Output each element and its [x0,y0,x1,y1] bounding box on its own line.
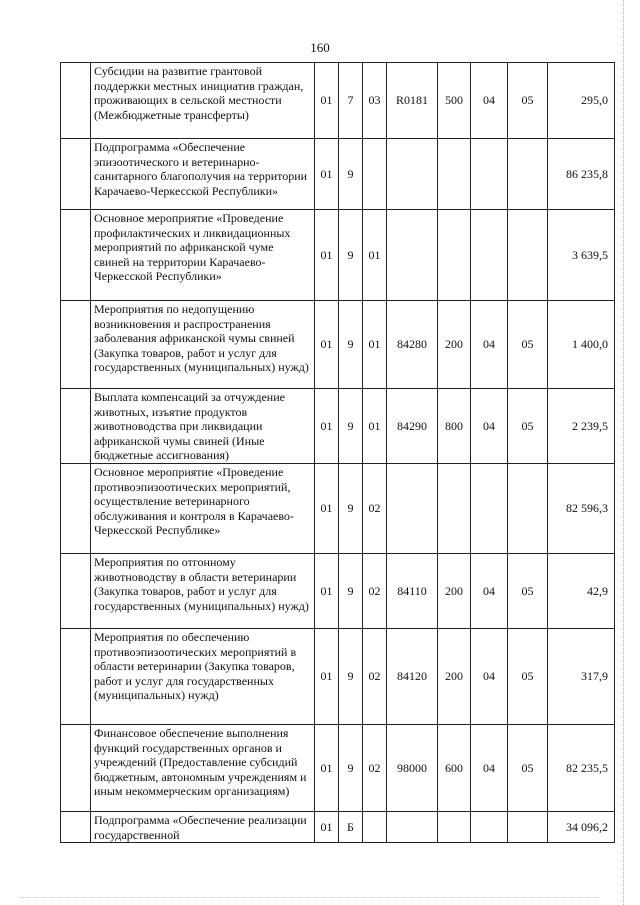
row-name: Основное мероприятие «Проведение противоэпизоотических мероприятий, осуществление ветеринарного обслуживания и контроля в Карачаево-Черкесской Республике» [91,464,315,554]
row-blank-cell [61,554,91,629]
row-program: 01 [315,389,339,464]
table-body [61,63,615,843]
row-event: 01 [363,210,387,301]
row-expense-type [438,812,471,843]
row-section: 04 [471,301,508,389]
row-direction: 84290 [387,389,438,464]
row-subsection: 05 [508,301,548,389]
row-event: 02 [363,629,387,725]
table-row [61,63,615,139]
row-event [363,812,387,843]
row-direction: 84280 [387,301,438,389]
row-subprogram: 9 [339,464,363,554]
row-section [471,210,508,301]
row-amount: 82 596,3 [548,464,615,554]
table-row [61,464,615,554]
row-name: Мероприятия по обеспечению противоэпизоотических мероприятий в области ветеринарии (Закупка товаров, работ и услуг для государственных (муниципальных) нужд) [91,629,315,725]
row-blank-cell [61,812,91,843]
row-direction [387,139,438,210]
table-row [61,210,615,301]
table-row [61,629,615,725]
row-amount: 86 235,8 [548,139,615,210]
row-subprogram: 9 [339,629,363,725]
row-subprogram: 9 [339,389,363,464]
row-program: 01 [315,63,339,139]
row-amount: 34 096,2 [548,812,615,843]
row-blank-cell [61,464,91,554]
row-expense-type [438,464,471,554]
row-section: 04 [471,63,508,139]
row-subsection: 05 [508,725,548,812]
table-row [61,139,615,210]
table-row [61,725,615,812]
row-expense-type: 800 [438,389,471,464]
row-program: 01 [315,301,339,389]
row-expense-type [438,210,471,301]
row-name: Мероприятия по отгонному животноводству в области ветеринарии (Закупка товаров, работ и услуг для государственных (муниципальных) нужд) [91,554,315,629]
table-row [61,301,615,389]
row-program: 01 [315,812,339,843]
row-direction: 84120 [387,629,438,725]
row-amount: 1 400,0 [548,301,615,389]
row-blank-cell [61,301,91,389]
row-subprogram: 9 [339,725,363,812]
row-subprogram: 9 [339,210,363,301]
row-direction [387,210,438,301]
row-blank-cell [61,389,91,464]
row-program: 01 [315,725,339,812]
row-event [363,139,387,210]
row-blank-cell [61,725,91,812]
budget-table [60,62,615,843]
row-expense-type: 200 [438,629,471,725]
row-name: Мероприятия по недопущению возникновения и распространения заболевания африканской чумы свиней (Закупка товаров, работ и услуг для государственных (муниципальных) нужд) [91,301,315,389]
page-number: 160 [310,40,330,55]
row-program: 01 [315,554,339,629]
row-subsection: 05 [508,389,548,464]
row-name: Выплата компенсаций за отчуждение животных, изъятие продуктов животноводства при ликвидации африканской чумы свиней (Иные бюджетные ассигнования) [91,389,315,464]
row-subsection [508,812,548,843]
row-section: 04 [471,629,508,725]
row-subsection [508,464,548,554]
row-program: 01 [315,464,339,554]
row-subprogram: 9 [339,139,363,210]
row-direction: 98000 [387,725,438,812]
row-section: 04 [471,389,508,464]
row-section [471,139,508,210]
row-event: 03 [363,63,387,139]
row-subprogram: 9 [339,301,363,389]
row-expense-type: 600 [438,725,471,812]
row-section [471,464,508,554]
row-subprogram: 7 [339,63,363,139]
table-row [61,554,615,629]
row-direction [387,464,438,554]
row-expense-type: 500 [438,63,471,139]
row-section: 04 [471,554,508,629]
row-blank-cell [61,629,91,725]
row-amount: 317,9 [548,629,615,725]
row-name: Финансовое обеспечение выполнения функций государственных органов и учреждений (Предоставление субсидий бюджетным, автономным учреждениям и иным некоммерческим организациям) [91,725,315,812]
table-row [61,389,615,464]
row-name: Основное мероприятие «Проведение профилактических и ликвидационных мероприятий по африканской чуме свиней на территории Карачаево-Черкесской Республики» [91,210,315,301]
row-expense-type [438,139,471,210]
row-name: Подпрограмма «Обеспечение эпизоотического и ветеринарно-санитарного благополучия на территории Карачаево-Черкесской Республики» [91,139,315,210]
row-program: 01 [315,139,339,210]
row-expense-type: 200 [438,554,471,629]
row-event: 02 [363,725,387,812]
row-name: Подпрограмма «Обеспечение реализации государственной [91,812,315,843]
row-subprogram: Б [339,812,363,843]
table-row [61,812,615,843]
row-amount: 295,0 [548,63,615,139]
row-direction [387,812,438,843]
row-program: 01 [315,629,339,725]
row-blank-cell [61,63,91,139]
row-subprogram: 9 [339,554,363,629]
row-event: 01 [363,301,387,389]
row-amount: 3 639,5 [548,210,615,301]
row-blank-cell [61,139,91,210]
row-event: 01 [363,389,387,464]
row-name: Субсидии на развитие грантовой поддержки местных инициатив граждан, проживающих в сельской местности (Межбюджетные трансферты) [91,63,315,139]
row-expense-type: 200 [438,301,471,389]
row-blank-cell [61,210,91,301]
row-direction: R0181 [387,63,438,139]
row-amount: 42,9 [548,554,615,629]
scan-edge [20,897,600,898]
row-event: 02 [363,464,387,554]
row-amount: 2 239,5 [548,389,615,464]
row-direction: 84110 [387,554,438,629]
margin-line [623,0,624,905]
row-program: 01 [315,210,339,301]
row-event: 02 [363,554,387,629]
row-subsection: 05 [508,629,548,725]
row-subsection [508,139,548,210]
row-subsection: 05 [508,63,548,139]
row-subsection: 05 [508,554,548,629]
row-subsection [508,210,548,301]
row-amount: 82 235,5 [548,725,615,812]
row-section: 04 [471,725,508,812]
row-section [471,812,508,843]
